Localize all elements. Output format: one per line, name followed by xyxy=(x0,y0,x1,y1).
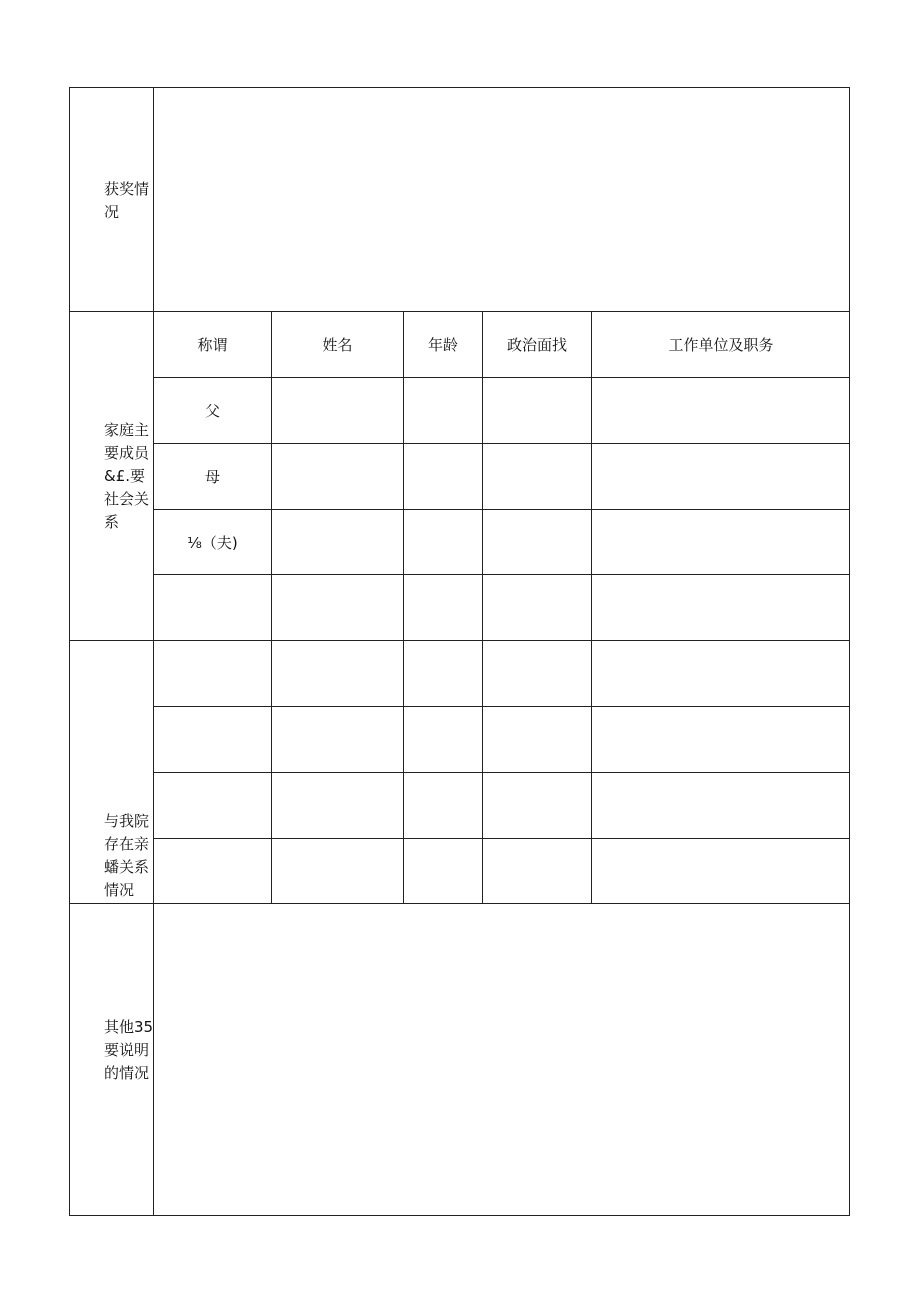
header-title: 称谓 xyxy=(197,336,228,354)
family-workplace-cell[interactable] xyxy=(592,510,850,574)
other-label: 其他35要说明的情况 xyxy=(104,1018,154,1082)
relatives-title-cell[interactable] xyxy=(154,773,271,838)
relatives-label: 与我院存在亲蟠关系情况 xyxy=(104,812,150,899)
header-workplace-position: 工作单位及职务 xyxy=(668,336,774,354)
family-title-cell[interactable]: 父 xyxy=(204,402,220,420)
awards-content[interactable] xyxy=(154,88,849,310)
header-political-status: 政治面找 xyxy=(506,336,567,354)
relatives-name-cell[interactable] xyxy=(272,641,403,706)
relatives-age-cell[interactable] xyxy=(404,839,482,903)
header-name: 姓名 xyxy=(322,336,353,354)
family-name-cell[interactable] xyxy=(272,575,403,640)
relatives-political-cell[interactable] xyxy=(483,707,591,772)
family-age-cell[interactable] xyxy=(404,378,482,443)
relatives-workplace-cell[interactable] xyxy=(592,707,850,772)
relatives-title-cell[interactable] xyxy=(154,641,271,706)
relatives-age-cell[interactable] xyxy=(404,707,482,772)
family-title-cell[interactable]: 母 xyxy=(204,468,220,486)
header-age: 年龄 xyxy=(427,336,458,354)
family-age-cell[interactable] xyxy=(404,444,482,509)
family-workplace-cell[interactable] xyxy=(592,378,850,443)
family-political-cell[interactable] xyxy=(483,510,591,574)
family-political-cell[interactable] xyxy=(483,378,591,443)
family-workplace-cell[interactable] xyxy=(592,575,850,640)
family-label: 家庭主要成员&£.要社会关系 xyxy=(104,421,150,531)
relatives-name-cell[interactable] xyxy=(272,839,403,903)
awards-label: 获奖情况 xyxy=(104,180,150,221)
family-political-cell[interactable] xyxy=(483,444,591,509)
relatives-political-cell[interactable] xyxy=(483,641,591,706)
relatives-political-cell[interactable] xyxy=(483,839,591,903)
family-political-cell[interactable] xyxy=(483,575,591,640)
relatives-workplace-cell[interactable] xyxy=(592,641,850,706)
family-title-cell[interactable]: ⅛（夫) xyxy=(187,533,238,552)
family-name-cell[interactable] xyxy=(272,510,403,574)
family-workplace-cell[interactable] xyxy=(592,444,850,509)
relatives-name-cell[interactable] xyxy=(272,773,403,838)
relatives-title-cell[interactable] xyxy=(154,839,271,903)
family-age-cell[interactable] xyxy=(404,575,482,640)
relatives-age-cell[interactable] xyxy=(404,641,482,706)
relatives-name-cell[interactable] xyxy=(272,707,403,772)
relatives-age-cell[interactable] xyxy=(404,773,482,838)
family-age-cell[interactable] xyxy=(404,510,482,574)
relatives-political-cell[interactable] xyxy=(483,773,591,838)
relatives-workplace-cell[interactable] xyxy=(592,839,850,903)
relatives-title-cell[interactable] xyxy=(154,707,271,772)
other-content[interactable] xyxy=(154,904,849,1215)
family-name-cell[interactable] xyxy=(272,444,403,509)
relatives-workplace-cell[interactable] xyxy=(592,773,850,838)
family-name-cell[interactable] xyxy=(272,378,403,443)
family-title-cell[interactable] xyxy=(154,575,271,640)
